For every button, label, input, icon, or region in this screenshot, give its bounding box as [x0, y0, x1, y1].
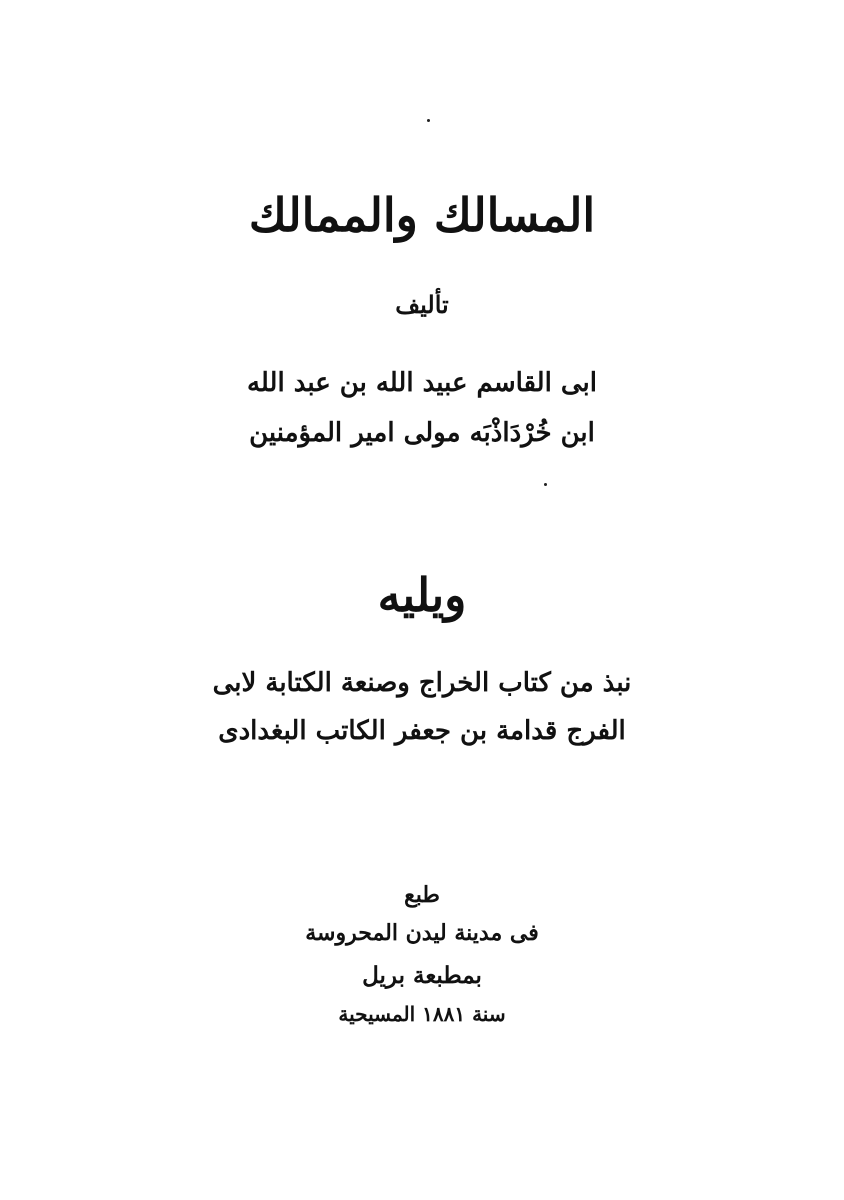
- authored-by-label: تأليف: [395, 290, 449, 319]
- ink-speck: [544, 483, 547, 486]
- printed-label: طبع: [404, 882, 440, 908]
- imprint-year: سنة ١٨٨١ المسيحية: [338, 1002, 506, 1026]
- followed-by-heading: ويليه: [377, 568, 467, 622]
- book-title: المسالك والممالك: [248, 188, 596, 242]
- author-name-line-1: ابى القاسم عبيد الله بن عبد الله: [246, 368, 598, 398]
- ink-speck: [427, 119, 430, 122]
- imprint-city: فى مدينة ليدن المحروسة: [305, 920, 539, 946]
- excerpt-description-line-1: نبذ من كتاب الخراج وصنعة الكتابة لابى: [212, 668, 632, 698]
- imprint-press: بمطبعة بريل: [362, 962, 482, 989]
- excerpt-description-line-2: الفرج قدامة بن جعفر الكاتب البغدادى: [218, 716, 626, 746]
- author-name-line-2: ابن خُرْدَاذْبَه مولى امير المؤمنين: [249, 418, 595, 448]
